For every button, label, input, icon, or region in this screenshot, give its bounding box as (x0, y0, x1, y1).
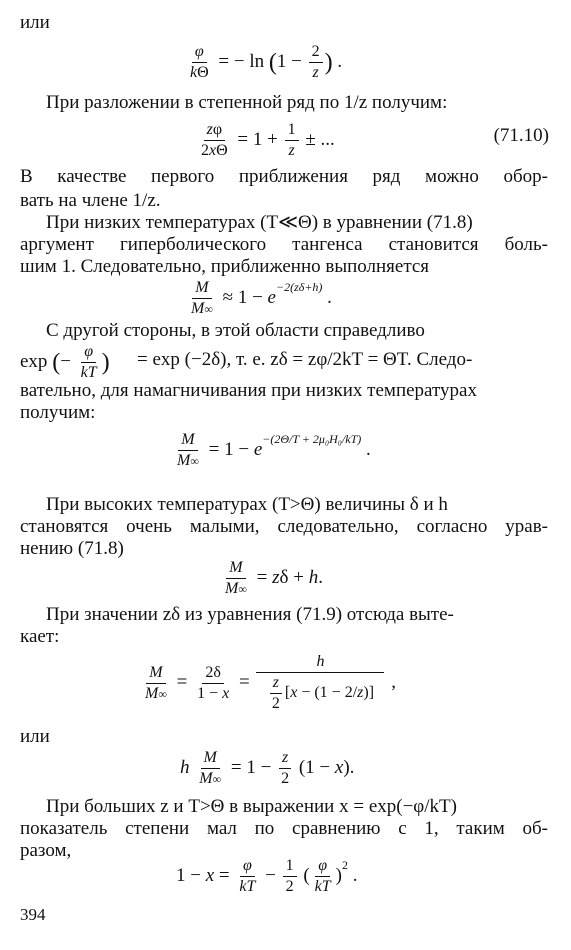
text-line: вательно, для намагничивания при низких температурах (20, 380, 477, 401)
text-line: В качестве первого приближения ряд можно обор- (20, 166, 548, 187)
equation: $\frac{M}{M\infty}$ = $1 - e^{-(2\Theta/T + 2\mu_0H_0/kT)}$ . (177, 431, 371, 470)
equation: $\frac{z\varphi}{2x\Theta}$ = 1 + $\frac{1}{z}$ ± ... (201, 121, 335, 159)
text-line: становятся очень малыми, следовательно, согласно урав- (20, 516, 548, 537)
text-line: При низких температурах (T≪Θ) в уравнении (71.8) (46, 212, 473, 233)
exp-prefix: exp (20, 350, 48, 372)
equation: exp (− $\frac{\varphi}{kT}$ ) (20, 343, 110, 381)
equation-number: (71.10) (493, 125, 549, 146)
equation: $\frac{M}{M\infty}$ ≈ $1 - e^{-2(z\delta+h)}$ . (191, 279, 332, 318)
text-line: разом, (20, 840, 72, 861)
text-line: При значении zδ из уравнения (71.9) отсюда выте- (46, 604, 454, 625)
text-line: или (20, 12, 50, 33)
text-line: шим 1. Следовательно, приближенно выполняется (20, 256, 430, 277)
equation: 1 − x = $\frac{\varphi}{kT}$ − $\frac{1}{2}$ ( $\frac{\varphi}{kT}$ )$^2$ . (176, 857, 358, 896)
text-line: получим: (20, 402, 96, 423)
text-line: аргумент гиперболического тангенса становится боль- (20, 234, 548, 255)
text-line: При разложении в степенной ряд по 1/z получим: (46, 92, 448, 113)
text-line: кает: (20, 626, 60, 647)
text-line: вать на члене 1/z. (20, 190, 161, 211)
text-line: При больших z и T>Θ в выражении x = exp(−φ/kT) (46, 796, 457, 817)
page-number: 394 (20, 905, 46, 924)
equation: h $\frac{M}{M\infty}$ = 1 − $\frac{z}{2}$ (1 − x). (180, 749, 355, 787)
equation: $\frac{M}{M\infty}$ = zδ + h. (225, 559, 323, 597)
text-line: При высоких температурах (T>Θ) величины δ и h (46, 494, 448, 515)
equation: $\frac{M}{M\infty}$ = $\frac{2\delta}{1 - x}$ = h $\frac{z}{2}$ [x − (1 − 2/z)] , (145, 653, 396, 712)
text-line: нению (71.8) (20, 538, 124, 559)
text-line: или (20, 726, 50, 747)
text-line: показатель степени мал по сравнению с 1, таким об- (20, 818, 548, 839)
equation: $\frac{\varphi}{k\Theta}$ = − ln (1 − $\frac{2}{z}$ ) . (190, 43, 343, 81)
text-line: = exp (−2δ), т. е. zδ = zφ/2kT = ΘT. Следо- (137, 349, 473, 370)
text-line: С другой стороны, в этой области справедливо (46, 320, 425, 341)
